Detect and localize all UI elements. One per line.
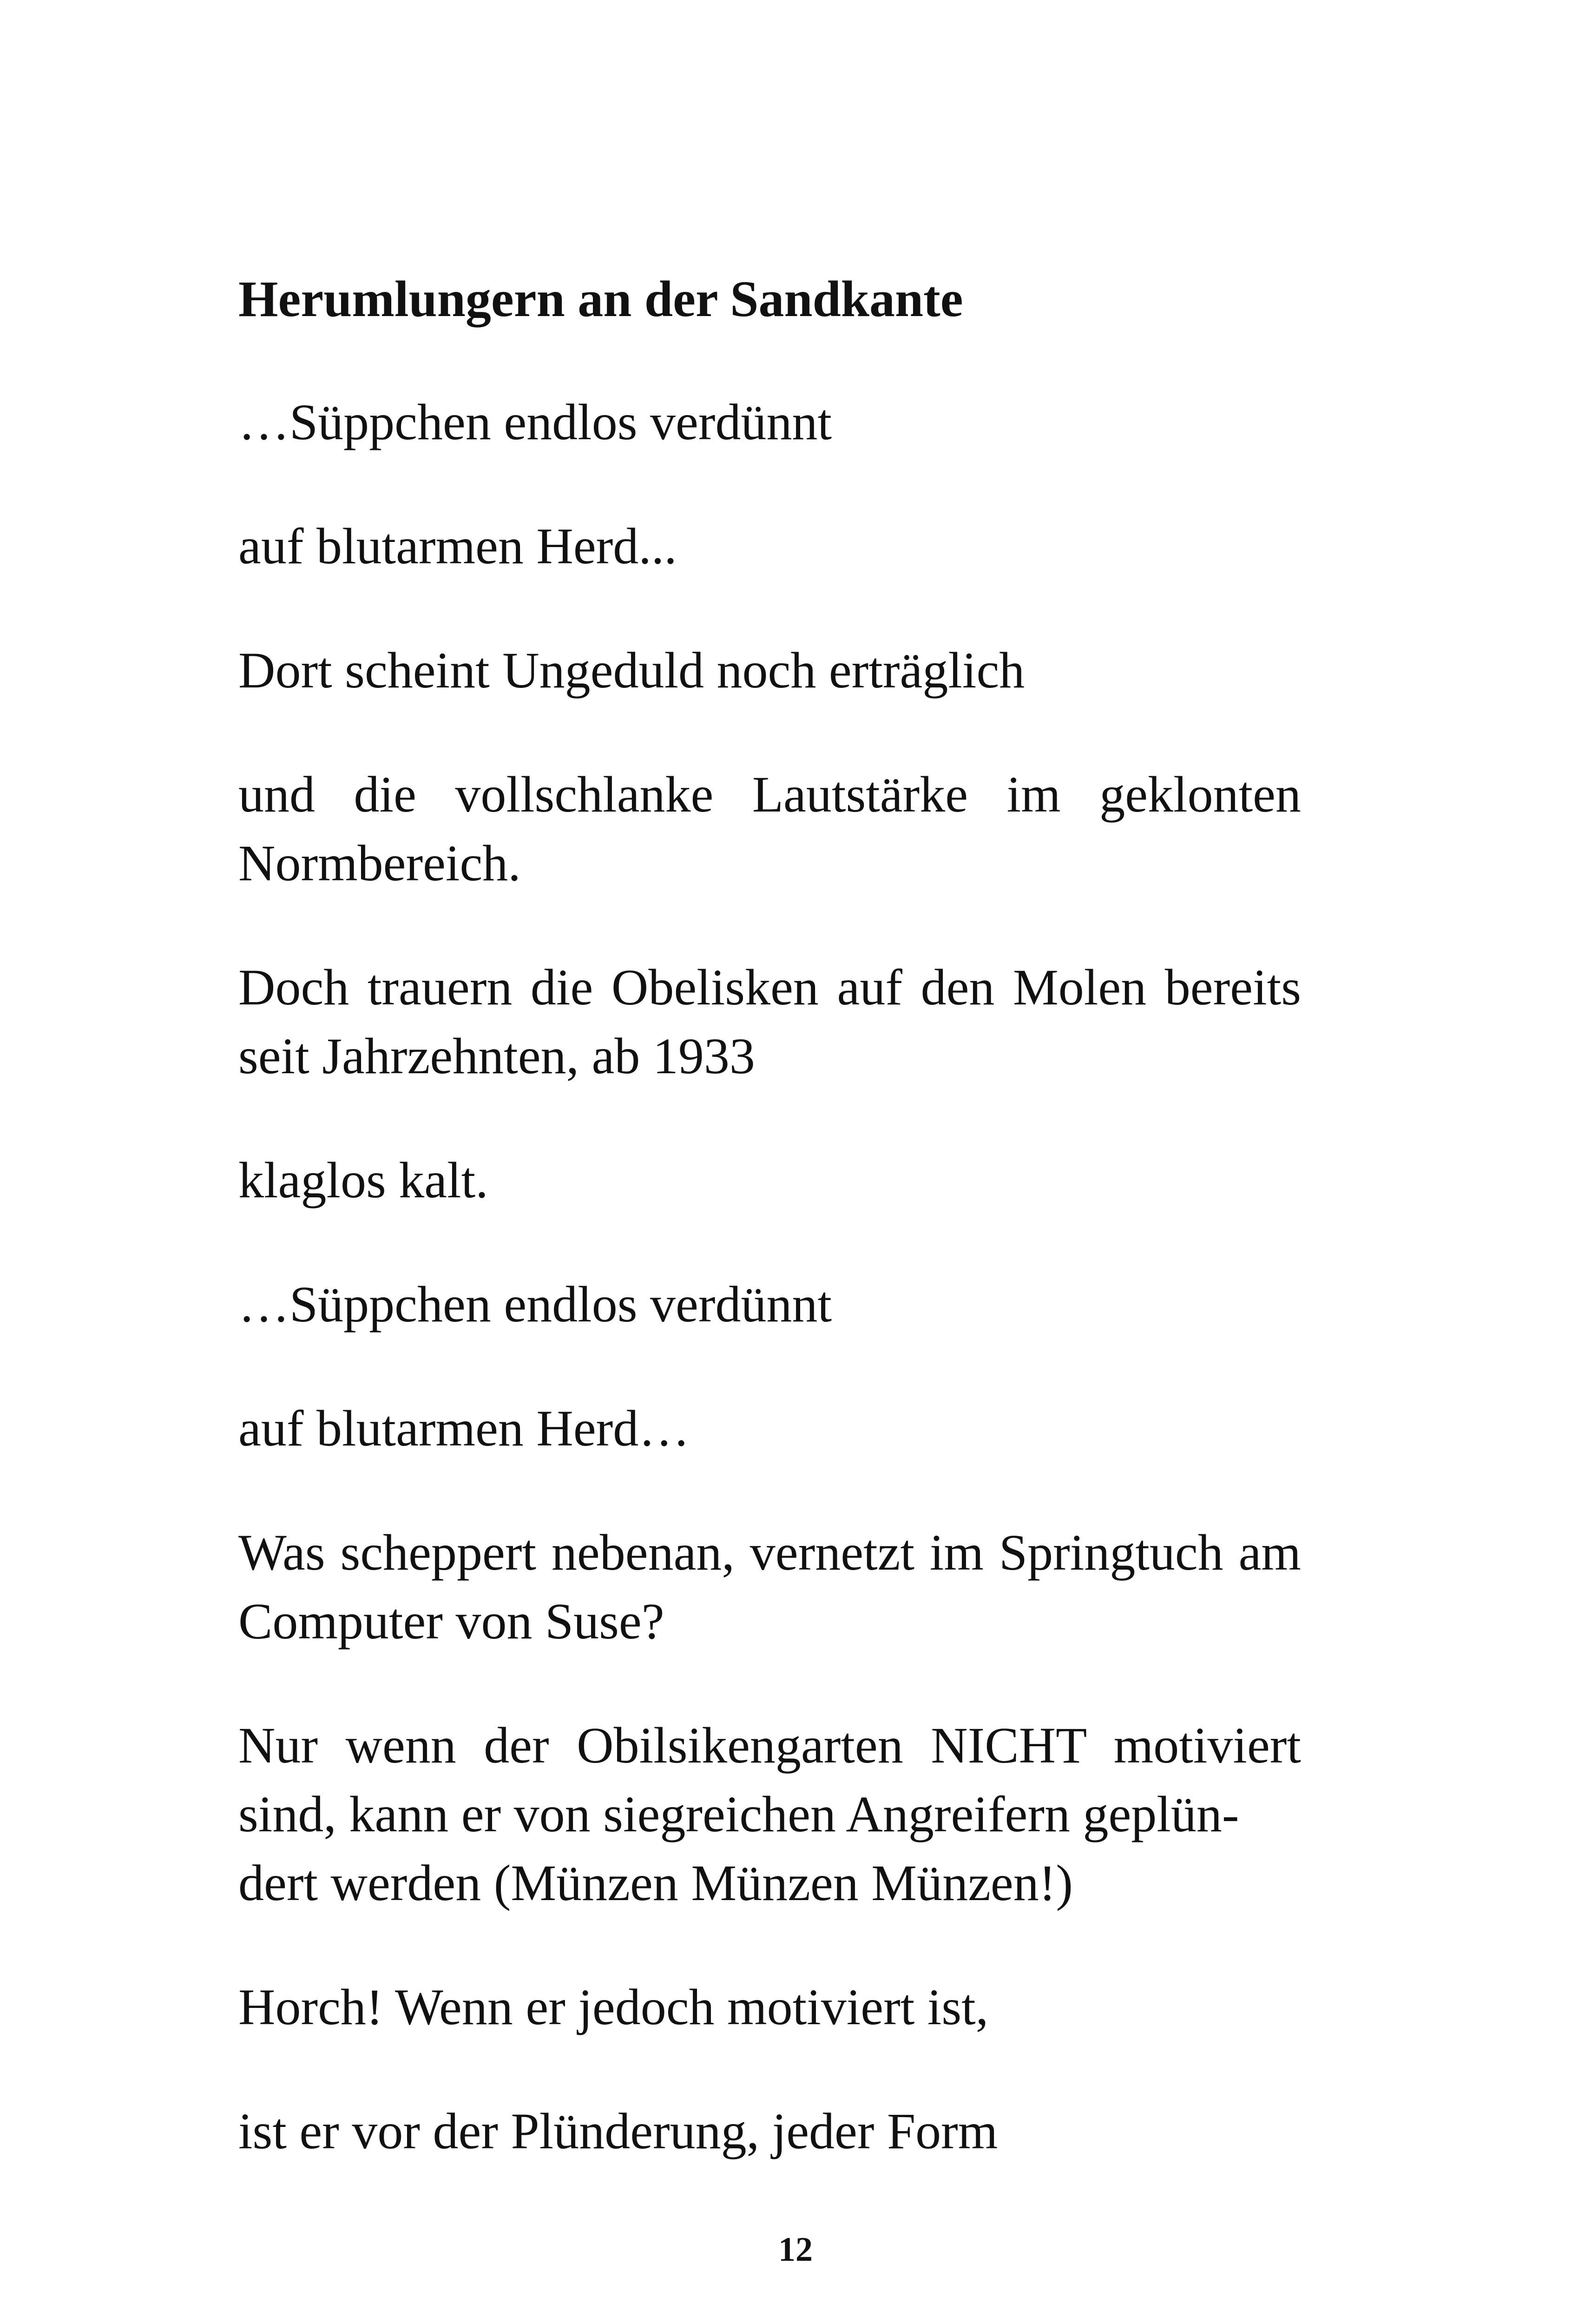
poem-paragraph: …Süppchen endlos verdünnt (238, 394, 832, 450)
poem-title: Herumlungern an der Sandkante (238, 271, 963, 327)
poem-paragraph: ist er vor der Plünderung, jeder Form (238, 2103, 998, 2159)
poem-paragraph: auf blutarmen Herd… (238, 1400, 690, 1457)
poem-paragraph: Was scheppert nebenan, vernetzt im Springtuch am Computer von Suse? (238, 1524, 1301, 1650)
poem-paragraph: Dort scheint Ungeduld noch erträglich (238, 642, 1025, 699)
page-content (238, 264, 1301, 2166)
poem-paragraph: auf blutarmen Herd... (238, 518, 677, 574)
poem-paragraph: Nur wenn der Obilsikengarten NICHT motiviert sind, kann er von siegreichen Angreifern geplün- dert werden (Münzen Münzen Münzen!) (238, 1717, 1301, 1911)
poem-paragraph: und die vollschlanke Lautstärke im geklonten Normbereich. (238, 766, 1301, 891)
poem-paragraph: Horch! Wenn er jedoch motiviert ist, (238, 1979, 989, 2035)
poem-paragraph: klaglos kalt. (238, 1152, 488, 1208)
page-number: 12 (778, 2231, 813, 2269)
poem-paragraph: …Süppchen endlos verdünnt (238, 1276, 832, 1333)
poem-paragraph: Doch trauern die Obelisken auf den Molen bereits seit Jahrzehnten, ab 1933 (238, 959, 1301, 1084)
